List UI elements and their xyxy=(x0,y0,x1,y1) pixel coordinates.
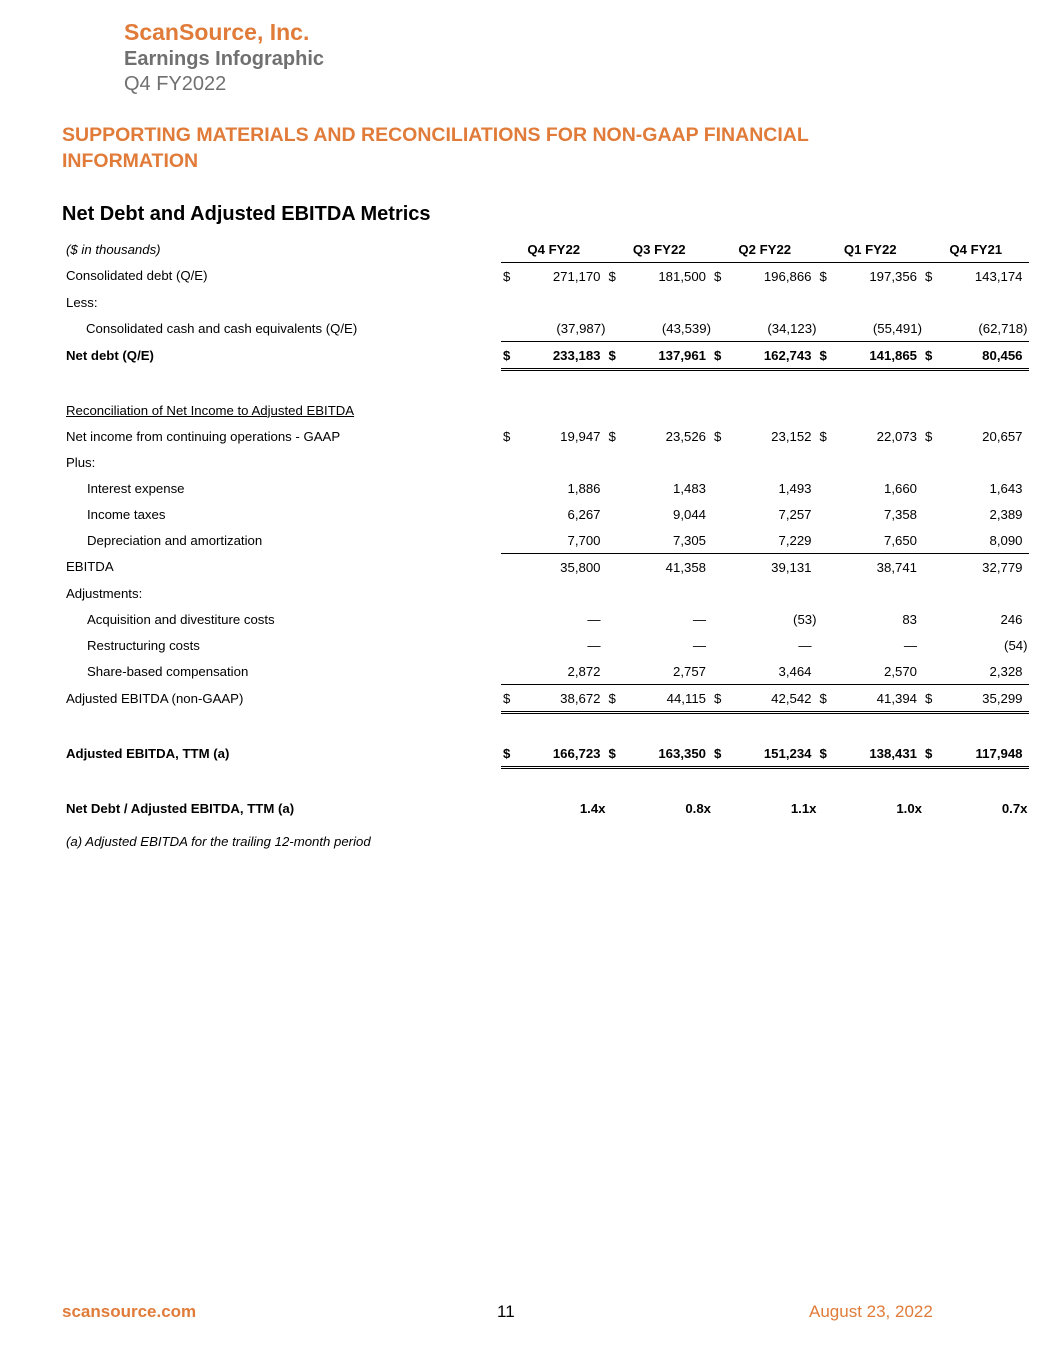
cell-value: 38,741 xyxy=(840,554,924,581)
table-row xyxy=(62,740,1029,768)
cell-value: 3,464 xyxy=(778,663,812,679)
cell-value: 162,743 xyxy=(734,342,818,370)
financial-table xyxy=(62,236,1029,821)
cell-value: — xyxy=(692,637,706,653)
dollar-sign: $ xyxy=(501,685,523,713)
table-row xyxy=(62,423,1029,449)
row-label: Adjustments: xyxy=(66,585,143,601)
cell-value: (53) xyxy=(793,611,817,627)
table-row xyxy=(62,289,1029,315)
dollar-sign: $ xyxy=(818,342,840,370)
cell-value: 80,456 xyxy=(945,342,1029,370)
table-row xyxy=(62,632,1029,658)
cell-value: (62,718) xyxy=(978,320,1028,336)
dollar-sign: $ xyxy=(607,342,629,370)
cell-value: 42,542 xyxy=(734,685,818,713)
cell-value: 1,643 xyxy=(989,480,1023,496)
cell-value: 1,493 xyxy=(778,480,812,496)
dollar-sign: $ xyxy=(712,342,734,370)
dollar-sign: $ xyxy=(923,342,945,370)
table-row xyxy=(62,658,1029,685)
table-row xyxy=(62,685,1029,713)
cell-value: 23,526 xyxy=(665,428,706,444)
cell-value: 138,431 xyxy=(840,740,924,768)
row-label: Adjusted EBITDA, TTM (a) xyxy=(66,746,230,762)
dollar-sign: $ xyxy=(819,268,827,284)
cell-value: 271,170 xyxy=(552,268,601,284)
fiscal-period: Q4 FY2022 xyxy=(124,73,227,95)
document-subtitle: Earnings Infographic xyxy=(124,48,325,70)
cell-value: — xyxy=(903,637,917,653)
table-row xyxy=(62,501,1029,527)
cell-value: 7,650 xyxy=(883,532,917,548)
cell-value: 1.1x xyxy=(790,800,817,816)
table-row xyxy=(62,397,1029,423)
cell-value: 35,800 xyxy=(523,554,607,581)
dollar-sign: $ xyxy=(712,740,734,768)
table-row xyxy=(62,606,1029,632)
cell-value: (54) xyxy=(1004,637,1028,653)
table-row xyxy=(62,263,1029,290)
cell-value: 39,131 xyxy=(734,554,818,581)
cell-value: 1,483 xyxy=(672,480,706,496)
cell-value: 1.0x xyxy=(896,800,922,816)
cell-value: 0.7x xyxy=(1001,800,1028,816)
company-name: ScanSource, Inc. xyxy=(124,19,310,45)
cell-value: 181,500 xyxy=(658,268,706,284)
column-header: Q4 FY22 xyxy=(501,236,607,263)
cell-value: 2,570 xyxy=(883,663,917,679)
table-row xyxy=(62,475,1029,501)
row-label: Acquisition and divestiture costs xyxy=(87,611,275,627)
cell-value: 35,299 xyxy=(945,685,1029,713)
cell-value: 117,948 xyxy=(945,740,1029,768)
dollar-sign: $ xyxy=(818,740,840,768)
dollar-sign: $ xyxy=(714,428,722,444)
page-number: 11 xyxy=(497,1302,515,1321)
cell-value: 7,229 xyxy=(778,532,812,548)
dollar-sign: $ xyxy=(923,685,945,713)
cell-value: 151,234 xyxy=(734,740,818,768)
dollar-sign: $ xyxy=(607,685,629,713)
dollar-sign: $ xyxy=(503,268,511,284)
column-header: Q3 FY22 xyxy=(607,236,713,263)
cell-value: 19,947 xyxy=(560,428,601,444)
cell-value: 246 xyxy=(1000,611,1023,627)
row-label: Reconciliation of Net Income to Adjusted EBITDA xyxy=(66,402,355,418)
cell-value: — xyxy=(798,637,812,653)
row-label: Depreciation and amortization xyxy=(87,532,263,548)
cell-value: 41,394 xyxy=(840,685,924,713)
table-row xyxy=(62,554,1029,581)
cell-value: — xyxy=(587,611,601,627)
table-row xyxy=(62,795,1029,821)
dollar-sign: $ xyxy=(503,428,511,444)
cell-value: 8,090 xyxy=(989,532,1023,548)
cell-value: 32,779 xyxy=(945,554,1029,581)
dollar-sign: $ xyxy=(608,268,616,284)
cell-value: 1,660 xyxy=(883,480,917,496)
cell-value: 2,757 xyxy=(672,663,706,679)
cell-value: 166,723 xyxy=(523,740,607,768)
dollar-sign: $ xyxy=(818,685,840,713)
cell-value: 41,358 xyxy=(629,554,713,581)
row-label: Restructuring costs xyxy=(87,637,200,653)
row-label: Interest expense xyxy=(87,480,185,496)
cell-value: 9,044 xyxy=(672,506,706,522)
table-row xyxy=(62,449,1029,475)
cell-value: (37,987) xyxy=(556,320,606,336)
table-row xyxy=(62,342,1029,370)
table-row xyxy=(62,580,1029,606)
cell-value: 23,152 xyxy=(771,428,812,444)
row-label: Adjusted EBITDA (non-GAAP) xyxy=(66,691,244,706)
row-label: Less: xyxy=(66,294,98,310)
cell-value: 137,961 xyxy=(629,342,713,370)
cell-value: 143,174 xyxy=(974,268,1023,284)
column-header: Q4 FY21 xyxy=(923,236,1029,263)
cell-value: 196,866 xyxy=(763,268,812,284)
cell-value: 233,183 xyxy=(523,342,607,370)
cell-value: 7,305 xyxy=(672,532,706,548)
dollar-sign: $ xyxy=(607,740,629,768)
cell-value: 7,257 xyxy=(778,506,812,522)
cell-value: 141,865 xyxy=(840,342,924,370)
cell-value: 2,872 xyxy=(567,663,601,679)
row-label: EBITDA xyxy=(66,559,114,575)
dollar-sign: $ xyxy=(608,428,616,444)
row-label: Consolidated debt (Q/E) xyxy=(66,268,208,284)
section-title: SUPPORTING MATERIALS AND RECONCILIATIONS FOR NON-GAAP FINANCIAL INFORMATION xyxy=(62,124,809,172)
cell-value: 1.4x xyxy=(579,800,606,816)
footnote: (a) Adjusted EBITDA for the trailing 12-month period xyxy=(66,834,371,849)
dollar-sign: $ xyxy=(501,342,523,370)
cell-value: 83 xyxy=(902,611,917,627)
cell-value: 6,267 xyxy=(567,506,601,522)
column-header: Q1 FY22 xyxy=(818,236,924,263)
cell-value: 22,073 xyxy=(876,428,917,444)
footer-website-link[interactable]: scansource.com xyxy=(62,1302,197,1321)
cell-value: 20,657 xyxy=(982,428,1023,444)
row-label: Net Debt / Adjusted EBITDA, TTM (a) xyxy=(66,800,295,816)
row-label: Share-based compensation xyxy=(87,663,249,679)
dollar-sign: $ xyxy=(925,428,933,444)
cell-value: — xyxy=(692,611,706,627)
row-label: Consolidated cash and cash equivalents (Q/E) xyxy=(86,320,358,336)
row-label: Net debt (Q/E) xyxy=(66,348,154,363)
cell-value: 2,328 xyxy=(989,663,1023,679)
cell-value: 38,672 xyxy=(523,685,607,713)
cell-value: 0.8x xyxy=(685,800,711,816)
cell-value: 197,356 xyxy=(869,268,917,284)
footer-date: August 23, 2022 xyxy=(809,1302,933,1321)
dollar-sign: $ xyxy=(925,268,933,284)
cell-value: 1,886 xyxy=(567,480,601,496)
dollar-sign: $ xyxy=(819,428,827,444)
cell-value: (43,539) xyxy=(661,320,711,336)
row-label: Income taxes xyxy=(87,506,166,522)
dollar-sign: $ xyxy=(714,268,722,284)
dollar-sign: $ xyxy=(712,685,734,713)
cell-value: 7,358 xyxy=(883,506,917,522)
table-header-row xyxy=(62,236,1029,263)
cell-value: 2,389 xyxy=(989,506,1023,522)
cell-value: (55,491) xyxy=(872,320,922,336)
column-header: Q2 FY22 xyxy=(712,236,818,263)
units-label: ($ in thousands) xyxy=(66,241,161,257)
dollar-sign: $ xyxy=(501,740,523,768)
cell-value: — xyxy=(587,637,601,653)
row-label: Net income from continuing operations - GAAP xyxy=(66,428,341,444)
table-row xyxy=(62,527,1029,554)
cell-value: 7,700 xyxy=(567,532,601,548)
row-label: Plus: xyxy=(66,454,96,470)
cell-value: 163,350 xyxy=(629,740,713,768)
table-title: Net Debt and Adjusted EBITDA Metrics xyxy=(62,203,431,225)
dollar-sign: $ xyxy=(923,740,945,768)
table-row xyxy=(62,315,1029,342)
cell-value: 44,115 xyxy=(629,685,713,713)
cell-value: (34,123) xyxy=(767,320,817,336)
